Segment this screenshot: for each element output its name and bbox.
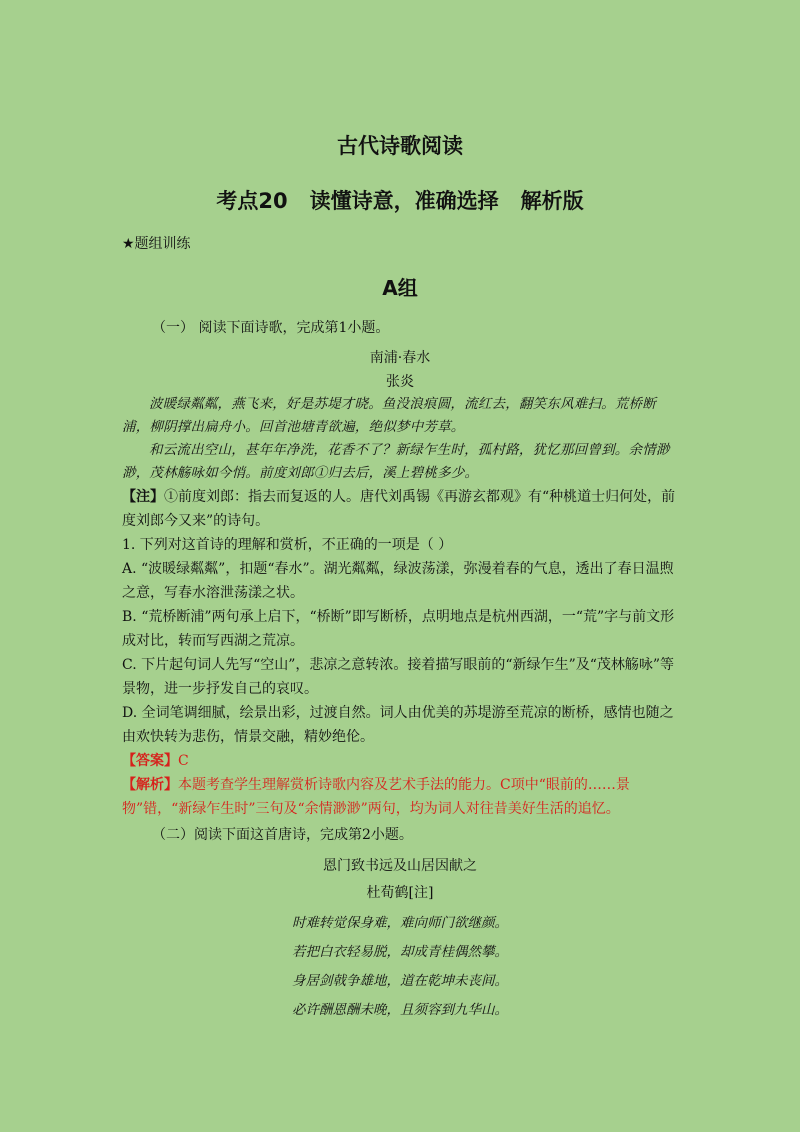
analysis	[122, 773, 682, 821]
answer-label: 【答案】	[122, 753, 178, 769]
subtitle-topic-number: 考点20	[216, 189, 288, 213]
poem1-stanza: 波暖绿粼粼，燕飞来，好是苏堤才晓。鱼没浪痕圆，流红去，翻笑东风难扫。荒桥断浦，柳阴撑出扁舟小。回首池塘青欲遍，绝似梦中芳草。	[122, 396, 656, 435]
answer-value: C	[178, 753, 189, 769]
group-heading: A组	[382, 276, 418, 300]
subtitle-topic: 读懂诗意，准确选择	[309, 189, 499, 213]
answer	[122, 749, 682, 773]
option-b: B. “荒桥断浦”两句承上启下，“桥断”即写断桥，点明地点是杭州西湖，一“荒”字与前文形成对比，转而写西湖之荒凉。	[122, 609, 675, 649]
poem2-line: 时难转觉保身难，难向师门欲继颜。	[292, 915, 508, 931]
poem2-author: 杜荀鹤[注]	[366, 885, 434, 901]
option-a: A. “波暖绿粼粼”，扣题“春水”。湖光粼粼，绿波荡漾，弥漫着春的气息，透出了春日温煦之意，写春水溶泄荡漾之状。	[122, 561, 674, 601]
note-text: ①前度刘郎：指去而复返的人。唐代刘禹锡《再游玄都观》有“种桃道士归何处，前度刘郎今又来”的诗句。	[122, 489, 676, 529]
subtitle-edition: 解析版	[520, 189, 584, 213]
note-label: 【注】	[122, 489, 164, 505]
note	[122, 485, 682, 533]
question-stem: 1. 下列对这首诗的理解和赏析，不正确的一项是（ ）	[122, 537, 453, 553]
training-label: ★题组训练	[122, 236, 191, 252]
poem2-line: 若把白衣轻易脱，却成青桂偶然攀。	[292, 944, 508, 960]
section1-intro: （一） 阅读下面诗歌，完成第1小题。	[152, 320, 390, 336]
page-title: 古代诗歌阅读	[337, 134, 463, 158]
section2-intro: （二）阅读下面这首唐诗，完成第2小题。	[152, 827, 413, 843]
poem2-title: 恩门致书远及山居因献之	[323, 858, 477, 874]
poem2-line: 必许酬恩酬未晚，且须容到九华山。	[292, 1002, 508, 1018]
poem1-stanza: 和云流出空山，甚年年净洗，花香不了？新绿乍生时，孤村路，犹忆那回曾到。余情渺渺，茂林觞咏如今悄。前度刘郎①归去后，溪上碧桃多少。	[122, 442, 670, 481]
poem1-body	[122, 393, 682, 485]
poem2-line: 身居剑戟争雄地，道在乾坤未丧间。	[292, 973, 508, 989]
page-subtitle	[0, 185, 800, 215]
option-c: C. 下片起句词人先写“空山”，悲凉之意转浓。接着描写眼前的“新绿乍生”及“茂林觞咏”等景物，进一步抒发自己的哀叹。	[122, 657, 675, 697]
analysis-label: 【解析】	[122, 777, 178, 793]
analysis-text: 本题考查学生理解赏析诗歌内容及艺术手法的能力。C项中“眼前的……景物”错，“新绿乍生时”三句及“余情渺渺”两句，均为词人对往昔美好生活的追忆。	[122, 777, 630, 817]
poem1-author: 张炎	[386, 374, 414, 390]
poem1-title: 南浦·春水	[369, 350, 431, 366]
question1-block	[122, 485, 682, 821]
option-d: D. 全词笔调细腻，绘景出彩，过渡自然。词人由优美的苏堤游至荒凉的断桥，感情也随之由欢快转为悲伤，情景交融，精妙绝伦。	[122, 705, 674, 745]
